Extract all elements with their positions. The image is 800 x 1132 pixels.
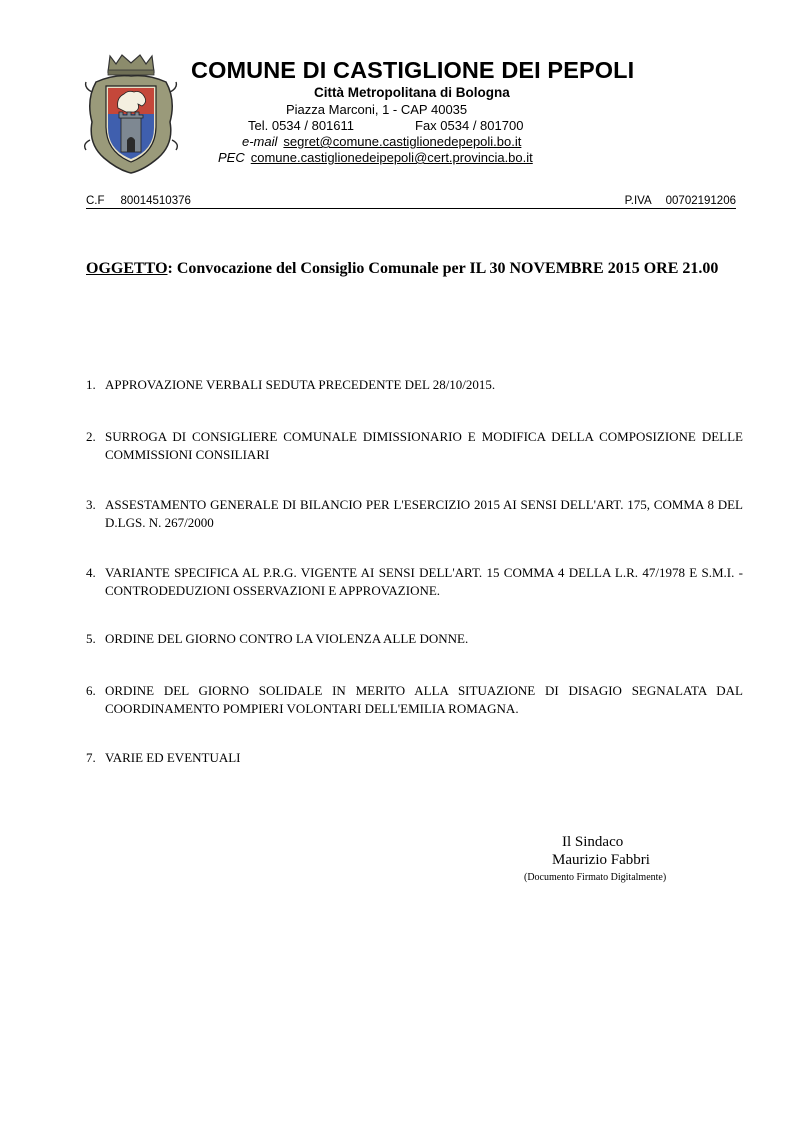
agenda-item-number: 5. xyxy=(86,631,96,646)
pec-link[interactable]: comune.castiglionedeipepoli@cert.provincia.bo.it xyxy=(250,150,533,165)
agenda-item-text: ASSESTAMENTO GENERALE DI BILANCIO PER L'ESERCIZIO 2015 AI SENSI DELL'ART. 175, COMMA 8 DEL D.LGS. N. 267/2000 xyxy=(105,497,743,530)
agenda-item-text: SURROGA DI CONSIGLIERE COMUNALE DIMISSIONARIO E MODIFICA DELLA COMPOSIZIONE DELLE COMMISSIONI CONSILIARI xyxy=(105,429,743,462)
agenda-item-text: ORDINE DEL GIORNO CONTRO LA VIOLENZA ALLE DONNE. xyxy=(105,631,469,646)
fiscal-ids-line xyxy=(86,195,736,209)
agenda-item-text: ORDINE DEL GIORNO SOLIDALE IN MERITO ALLA SITUAZIONE DI DISAGIO SEGNALATA DAL COORDINAMENTO POMPIERI VOLONTARI DELL'EMILIA ROMAGNA. xyxy=(105,683,743,716)
email-link[interactable]: segret@comune.castiglionedepepoli.bo.it xyxy=(283,134,522,149)
agenda-item xyxy=(86,496,743,532)
digital-signature-note: (Documento Firmato Digitalmente) xyxy=(524,872,667,883)
agenda-item-number: 1. xyxy=(86,377,96,392)
coat-of-arms xyxy=(82,52,180,176)
agenda-item xyxy=(86,428,743,464)
agenda-item-number: 3. xyxy=(86,497,96,512)
metropolitan-city: Città Metropolitana di Bologna xyxy=(314,85,510,100)
agenda-item-number: 7. xyxy=(86,750,96,765)
subject-line xyxy=(86,260,718,278)
agenda-item xyxy=(86,749,743,767)
tax-code xyxy=(86,195,191,207)
agenda-item-number: 2. xyxy=(86,429,96,444)
municipality-title: COMUNE DI CASTIGLIONE DEI PEPOLI xyxy=(191,57,635,83)
subject-label: OGGETTO xyxy=(86,260,168,277)
tax-code-label: C.F xyxy=(86,195,105,207)
fax: Fax 0534 / 801700 xyxy=(415,118,524,133)
agenda-item xyxy=(86,564,743,600)
agenda-item xyxy=(86,682,743,718)
tax-code-value: 80014510376 xyxy=(120,195,191,207)
email-label: e-mail xyxy=(242,134,278,149)
agenda-item-text: APPROVAZIONE VERBALI SEDUTA PRECEDENTE DEL 28/10/2015. xyxy=(105,377,496,392)
subject-text: : Convocazione del Consiglio Comunale per IL 30 NOVEMBRE 2015 ORE 21.00 xyxy=(167,260,719,277)
agenda-item xyxy=(86,630,743,648)
pec-line xyxy=(218,150,533,165)
coat-of-arms-icon xyxy=(82,52,180,176)
email-line xyxy=(242,134,521,149)
vat-number-label: P.IVA xyxy=(624,195,652,207)
agenda-item-text: VARIE ED EVENTUALI xyxy=(105,750,241,765)
telephone: Tel. 0534 / 801611 xyxy=(248,118,355,133)
agenda-item-number: 6. xyxy=(86,683,96,698)
signatory-name: Maurizio Fabbri xyxy=(552,852,650,868)
vat-number-value: 00702191206 xyxy=(665,195,736,207)
agenda-item xyxy=(86,376,743,394)
signatory-role: Il Sindaco xyxy=(562,834,624,850)
agenda-item-text: VARIANTE SPECIFICA AL P.R.G. VIGENTE AI SENSI DELL'ART. 15 COMMA 4 DELLA L.R. 47/1978 E S.M.I. - CONTRODEDUZIONI OSSERVAZIONI E APPROVAZIONE. xyxy=(105,565,743,598)
pec-label: PEC xyxy=(218,150,245,165)
address: Piazza Marconi, 1 - CAP 40035 xyxy=(286,102,468,117)
agenda-item-number: 4. xyxy=(86,565,96,580)
vat-number xyxy=(625,195,736,207)
